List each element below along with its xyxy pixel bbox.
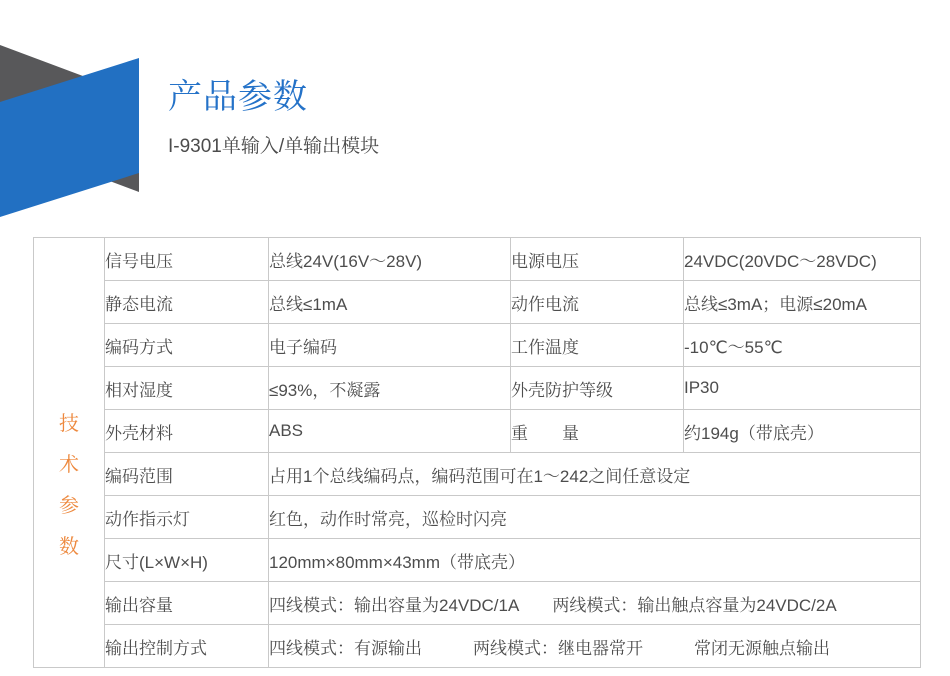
- spec-label-cell: 重 量: [511, 410, 684, 453]
- spec-label-cell: 输出容量: [105, 582, 269, 625]
- spec-value-cell: 总线≤3mA；电源≤20mA: [684, 281, 921, 324]
- deco-gray-parallelogram: [0, 0, 139, 192]
- spec-label-cell: 编码方式: [105, 324, 269, 367]
- table-row: [34, 496, 921, 539]
- side-header-char: 技: [59, 412, 79, 435]
- page-title: 产品参数: [168, 78, 308, 116]
- spec-label-cell: 动作指示灯: [105, 496, 269, 539]
- spec-value-cell: 四线模式：输出容量为24VDC/1A 两线模式：输出触点容量为24VDC/2A: [269, 582, 921, 625]
- table-row: [34, 367, 921, 410]
- table-row: [34, 453, 921, 496]
- spec-value-cell: 占用1个总线编码点，编码范围可在1～242之间任意设定: [269, 453, 921, 496]
- spec-value-cell: 24VDC(20VDC～28VDC): [684, 238, 921, 281]
- spec-value-cell: 总线≤1mA: [269, 281, 511, 324]
- spec-label-cell: 工作温度: [511, 324, 684, 367]
- spec-label-cell: 信号电压: [105, 238, 269, 281]
- side-header-char: 术: [59, 453, 79, 476]
- spec-value-cell: -10℃～55℃: [684, 324, 921, 367]
- table-row: [34, 281, 921, 324]
- spec-value-cell: 红色，动作时常亮，巡检时闪亮: [269, 496, 921, 539]
- spec-label-cell: 输出控制方式: [105, 625, 269, 668]
- spec-label-cell: 动作电流: [511, 281, 684, 324]
- page-subtitle: I-9301单输入/单输出模块: [168, 136, 380, 157]
- spec-value-cell: ABS: [269, 410, 511, 453]
- spec-value-cell: 电子编码: [269, 324, 511, 367]
- spec-table: [33, 237, 921, 668]
- spec-label-cell: 电源电压: [511, 238, 684, 281]
- side-header-char: 参: [59, 494, 79, 517]
- spec-value-cell: 四线模式：有源输出 两线模式：继电器常开 常闭无源触点输出: [269, 625, 921, 668]
- spec-value-cell: 120mm×80mm×43mm（带底壳）: [269, 539, 921, 582]
- table-row: [34, 582, 921, 625]
- table-row: [34, 625, 921, 668]
- spec-value-cell: 总线24V(16V～28V): [269, 238, 511, 281]
- spec-label-cell: 尺寸(L×W×H): [105, 539, 269, 582]
- table-row: [34, 539, 921, 582]
- table-row: [34, 324, 921, 367]
- side-header-char: 数: [59, 535, 79, 558]
- table-row: [34, 238, 921, 281]
- deco-blue-parallelogram: [0, 0, 139, 217]
- spec-value-cell: IP30: [684, 367, 921, 410]
- side-header-cell: [34, 238, 105, 668]
- spec-label-cell: 静态电流: [105, 281, 269, 324]
- spec-table-container: [33, 237, 921, 668]
- spec-label-cell: 编码范围: [105, 453, 269, 496]
- table-row: [34, 410, 921, 453]
- spec-label-cell: 外壳材料: [105, 410, 269, 453]
- spec-label-cell: 外壳防护等级: [511, 367, 684, 410]
- spec-value-cell: 约194g（带底壳）: [684, 410, 921, 453]
- spec-label-cell: 相对湿度: [105, 367, 269, 410]
- side-header-vertical-text: [34, 338, 104, 568]
- spec-value-cell: ≤93%，不凝露: [269, 367, 511, 410]
